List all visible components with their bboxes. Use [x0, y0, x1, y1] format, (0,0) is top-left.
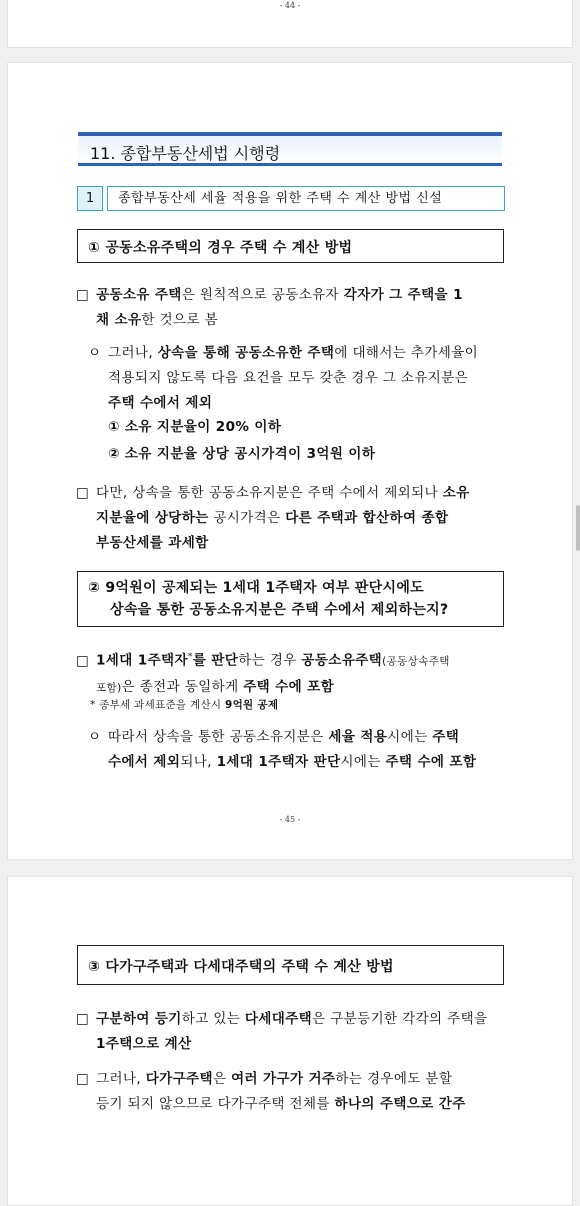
- text-bold: 채 소유: [96, 312, 142, 328]
- text: 적용되지 않도록 다음 요건을 모두 갖춘 경우 그 소유지분은: [108, 370, 469, 386]
- text: 은 종전과 동일하게: [121, 678, 244, 695]
- text-bold: 소유: [442, 485, 470, 501]
- paragraph-multi-unit: [76, 1007, 510, 1057]
- text-bold: 9억원 공제: [224, 699, 279, 711]
- circle-bullet: ㅇ: [88, 345, 102, 361]
- text-small: (공동상속주택: [382, 655, 450, 668]
- text-bold: 여러 가구가 거주: [231, 1071, 336, 1087]
- text: 시에는: [387, 729, 433, 745]
- text-bold: 1주택으로 계산: [96, 1036, 192, 1052]
- checkbox-bullet: □: [76, 1071, 90, 1087]
- text: 하고 있는: [181, 1011, 245, 1027]
- item-title: 종합부동산세 세율 적용을 위한 주택 수 계산 방법 신설: [107, 186, 505, 211]
- text: 그러나,: [108, 345, 158, 361]
- text: 한 것으로 봄: [141, 312, 219, 328]
- text-bold: 다세대주택: [244, 1011, 313, 1027]
- question-box-2: [77, 571, 504, 627]
- question-box-3: [77, 945, 504, 985]
- text: * 종부세 과세표준을 계산시: [90, 699, 225, 711]
- text-bold: 주택: [432, 729, 460, 745]
- text-bold: 를 판단: [192, 652, 239, 669]
- text-bold: 다가구주택: [145, 1071, 213, 1087]
- text: 그러나,: [96, 1071, 146, 1087]
- text-bold: 주택 수에 포함: [385, 754, 477, 770]
- paragraph-inheritance: [88, 341, 512, 416]
- checkbox-bullet: □: [76, 287, 90, 303]
- text-bold: 부동산세를 과세함: [96, 535, 209, 551]
- text: 다만, 상속을 통한 공동소유지분은 주택 수에서 제외되나: [96, 485, 443, 501]
- text-bold: 구분하여 등기: [96, 1011, 182, 1027]
- text-bold: 1세대 1주택자: [96, 652, 188, 669]
- text: 하는 경우: [238, 652, 302, 669]
- page-44: [7, 0, 573, 48]
- text: 시에는: [340, 754, 386, 770]
- paragraph-one-household: [76, 645, 510, 701]
- checkbox-bullet: □: [76, 1011, 90, 1027]
- footnote: [90, 697, 278, 712]
- page-46: [7, 876, 573, 1206]
- page-number: - 44 -: [279, 1, 301, 10]
- text-bold: 주택 수에 포함: [243, 678, 335, 695]
- text: 은 구분등기한 각각의 주택을: [312, 1011, 488, 1027]
- page-number: - 45 -: [279, 815, 301, 824]
- scrollbar-thumb[interactable]: [576, 505, 580, 551]
- paragraph-however: [76, 481, 510, 556]
- text: 하는 경우에도 분할: [335, 1071, 453, 1087]
- paragraph-therefore: [88, 725, 512, 775]
- text: 되나,: [180, 754, 217, 770]
- paragraph-joint-ownership: [76, 283, 510, 333]
- item-number: 1: [77, 186, 103, 211]
- question-line-1: ② 9억원이 공제되는 1세대 1주택자 여부 판단시에도: [88, 580, 424, 596]
- text-bold: 각자가 그 주택을 1: [343, 287, 463, 303]
- text: 에 대해서는 추가세율이: [334, 345, 479, 361]
- paragraph-multi-family: [76, 1067, 510, 1117]
- section-heading: [78, 132, 502, 166]
- text: 공시가격은: [208, 510, 286, 526]
- text-bold: 세율 적용: [328, 729, 388, 745]
- text-bold: 수에서 제외: [108, 754, 181, 770]
- question-title: ① 공동소유주택의 경우 주택 수 계산 방법: [88, 240, 353, 256]
- text-bold: 주택 수에서 제외: [108, 395, 213, 411]
- page-45: [7, 62, 573, 860]
- section-title: 11. 종합부동산세법 시행령: [90, 144, 281, 163]
- question-line-2: 상속을 통한 공동소유지분은 주택 수에서 제외하는지?: [110, 602, 449, 618]
- text-bold: 공동소유 주택: [96, 287, 182, 303]
- text-bold: 다른 주택과 합산하여 종합: [285, 510, 449, 526]
- text-bold: 1세대 1주택자 판단: [216, 754, 341, 770]
- checkbox-bullet: □: [76, 652, 90, 669]
- text: 등기 되지 않으므로 다가구주택 전체를: [96, 1096, 335, 1112]
- text: 따라서 상속을 통한 공동소유지분은: [108, 729, 329, 745]
- text-small: 포함): [96, 681, 122, 694]
- footnote-mark: *: [187, 652, 193, 662]
- condition-1: ① 소유 지분율이 20% 이하: [108, 419, 282, 435]
- text-bold: 상속을 통해 공동소유한 주택: [157, 345, 335, 361]
- text-bold: 공동소유주택: [301, 652, 383, 669]
- condition-2: ② 소유 지분율 상당 공시가격이 3억원 이하: [108, 446, 376, 462]
- question-box-1: [77, 229, 504, 263]
- text: 은 원칙적으로 공동소유자: [181, 287, 344, 303]
- circle-bullet: ㅇ: [88, 729, 102, 745]
- text-bold: 지분율에 상당하는: [96, 510, 209, 526]
- text: 은: [212, 1071, 232, 1087]
- question-title: ③ 다가구주택과 다세대주택의 주택 수 계산 방법: [88, 959, 394, 975]
- checkbox-bullet: □: [76, 485, 90, 501]
- text-bold: 하나의 주택으로 간주: [334, 1096, 466, 1112]
